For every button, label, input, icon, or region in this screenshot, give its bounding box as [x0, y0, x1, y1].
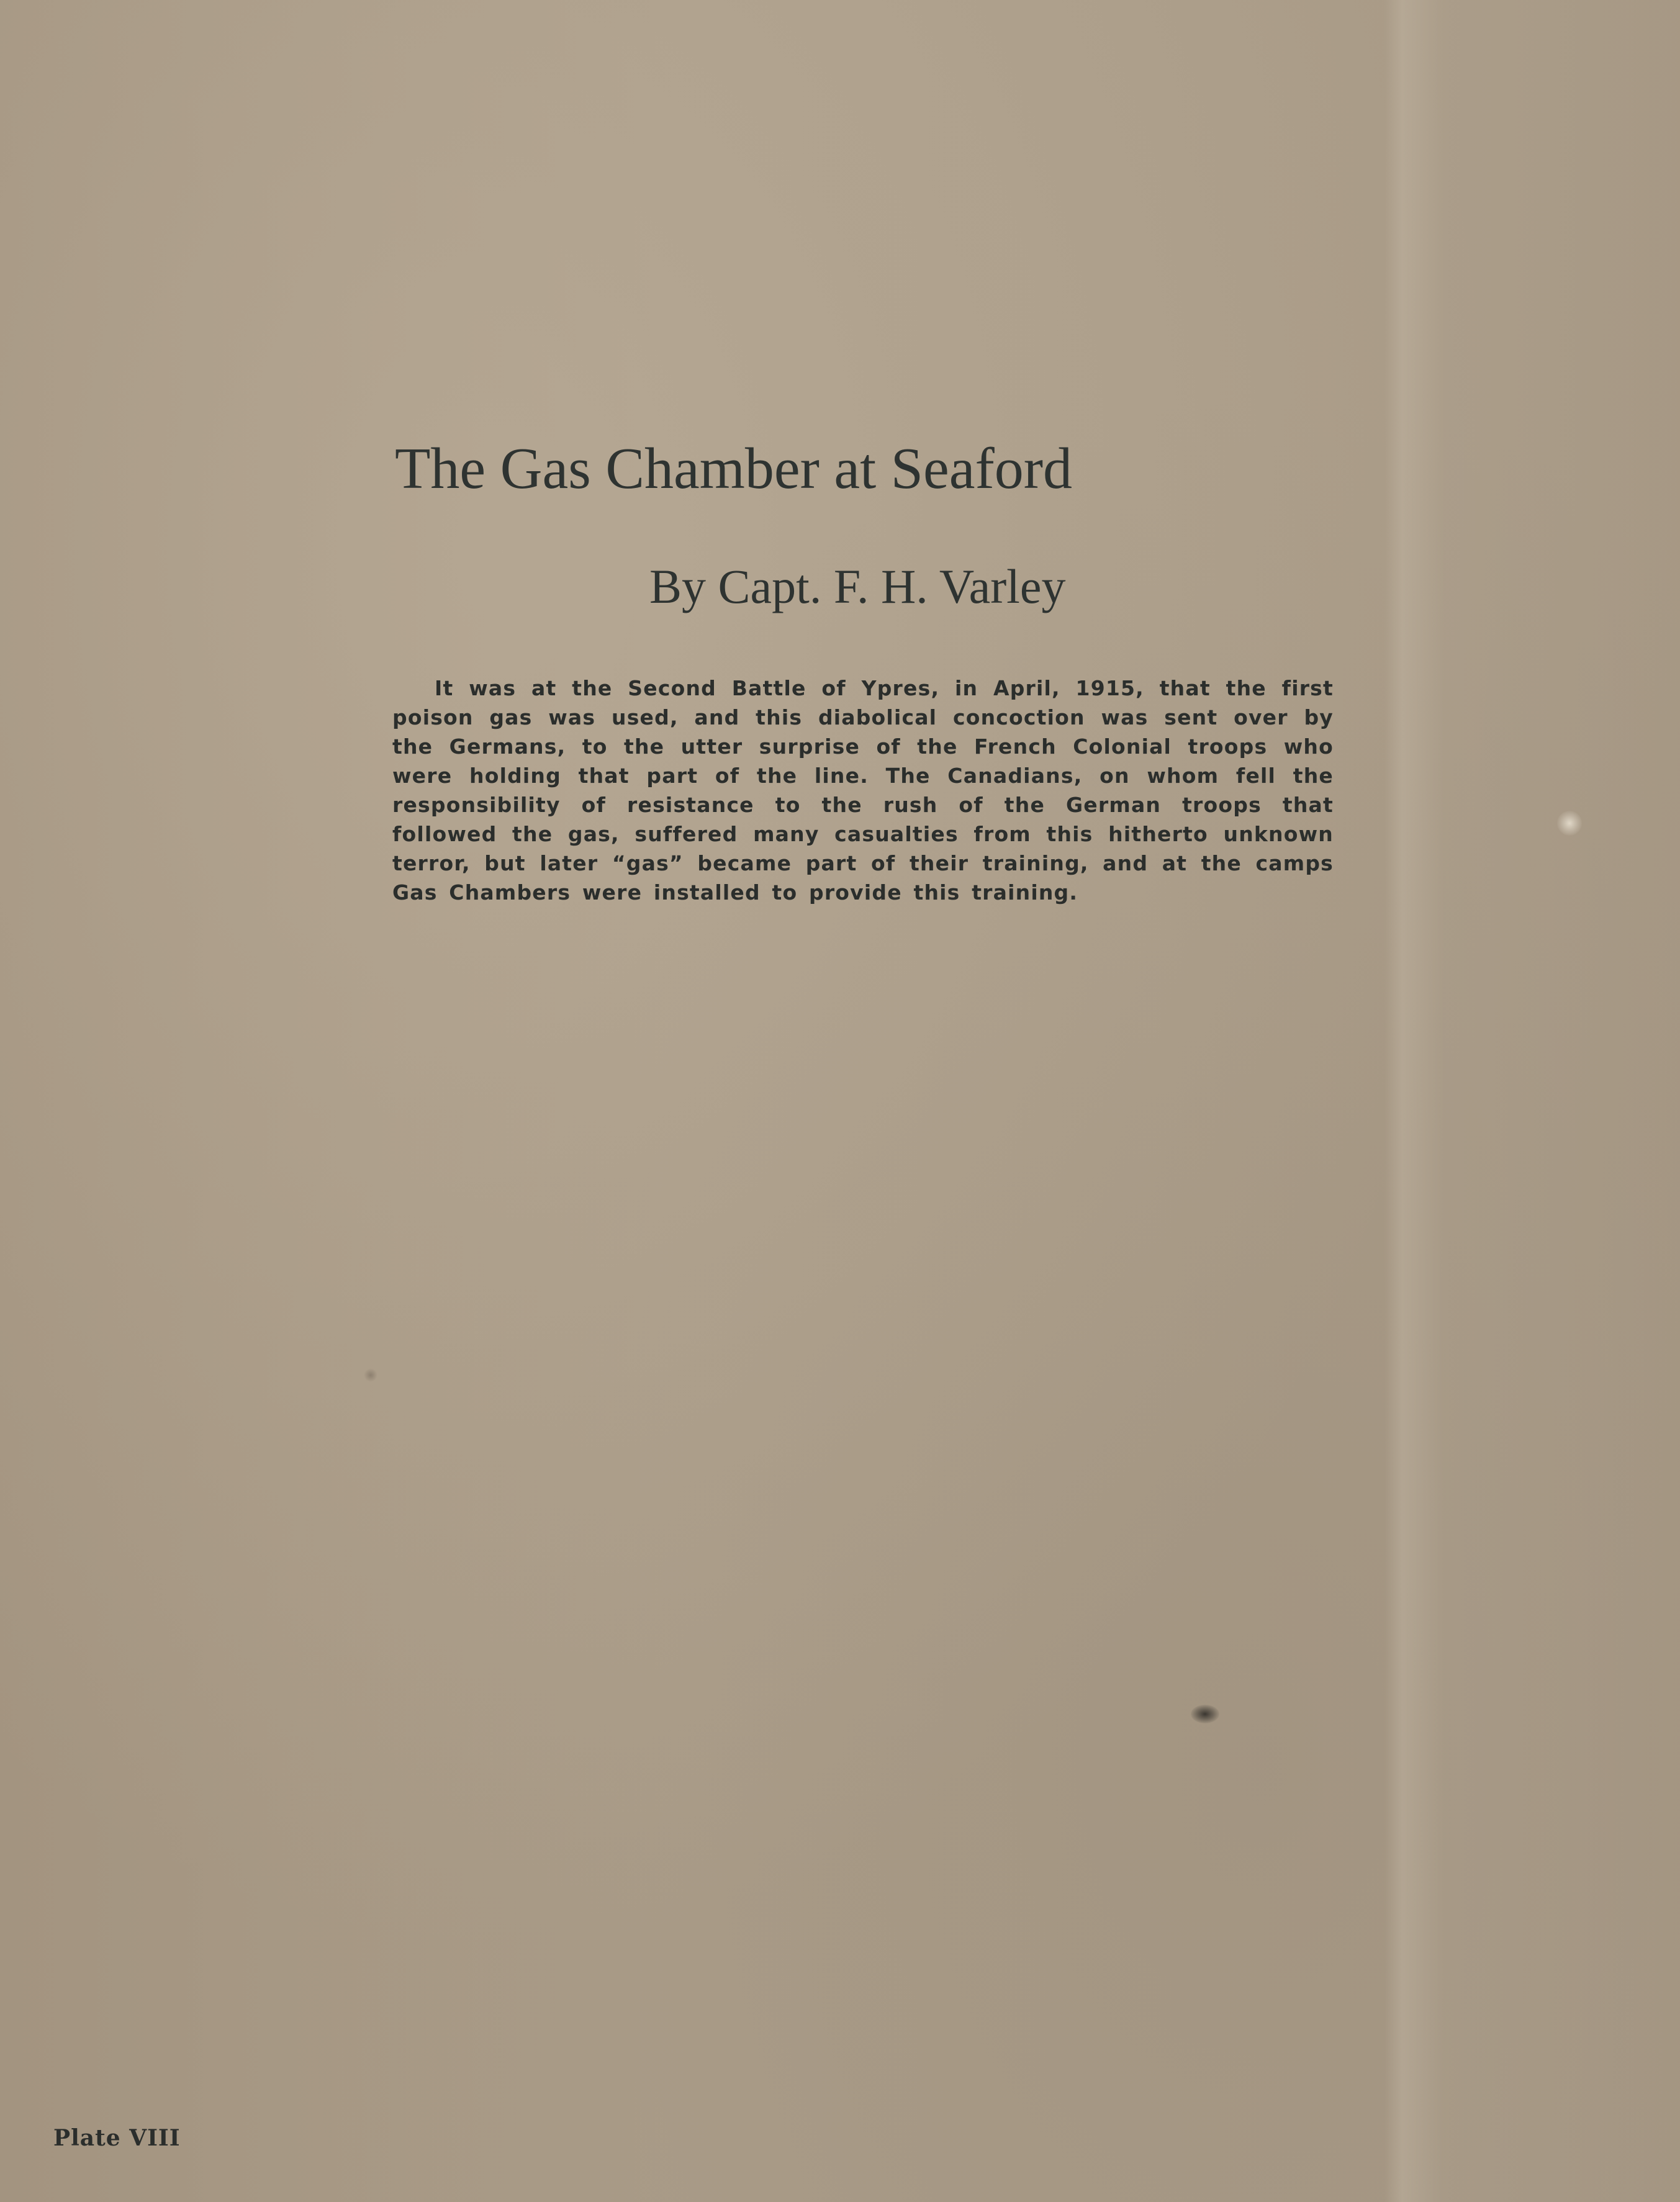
page-edge-shading: [1384, 0, 1680, 2202]
page-title: The Gas Chamber at Seaford: [395, 436, 1073, 501]
author-byline: By Capt. F. H. Varley: [649, 559, 1066, 613]
ink-blot-mark: [1191, 1705, 1219, 1723]
paper-flaw-mark: [1557, 811, 1582, 836]
plate-label: Plate VIII: [53, 2125, 181, 2151]
paper-speck-mark: [364, 1368, 377, 1382]
body-paragraph: It was at the Second Battle of Ypres, in April, 1915, that the first poison gas was used, and this diabolical concoction was sent over by the Germans, to the utter surprise of the French Colonial troops who were holding that part of the line. The Canadians, on whom fell the responsibility of resistance to the rush of the German troops that followed the gas, suffered many casualties from this hitherto unknown terror, but later “gas” became part of their training, and at the camps Gas Chambers were installed to provide this training.: [392, 676, 1334, 905]
